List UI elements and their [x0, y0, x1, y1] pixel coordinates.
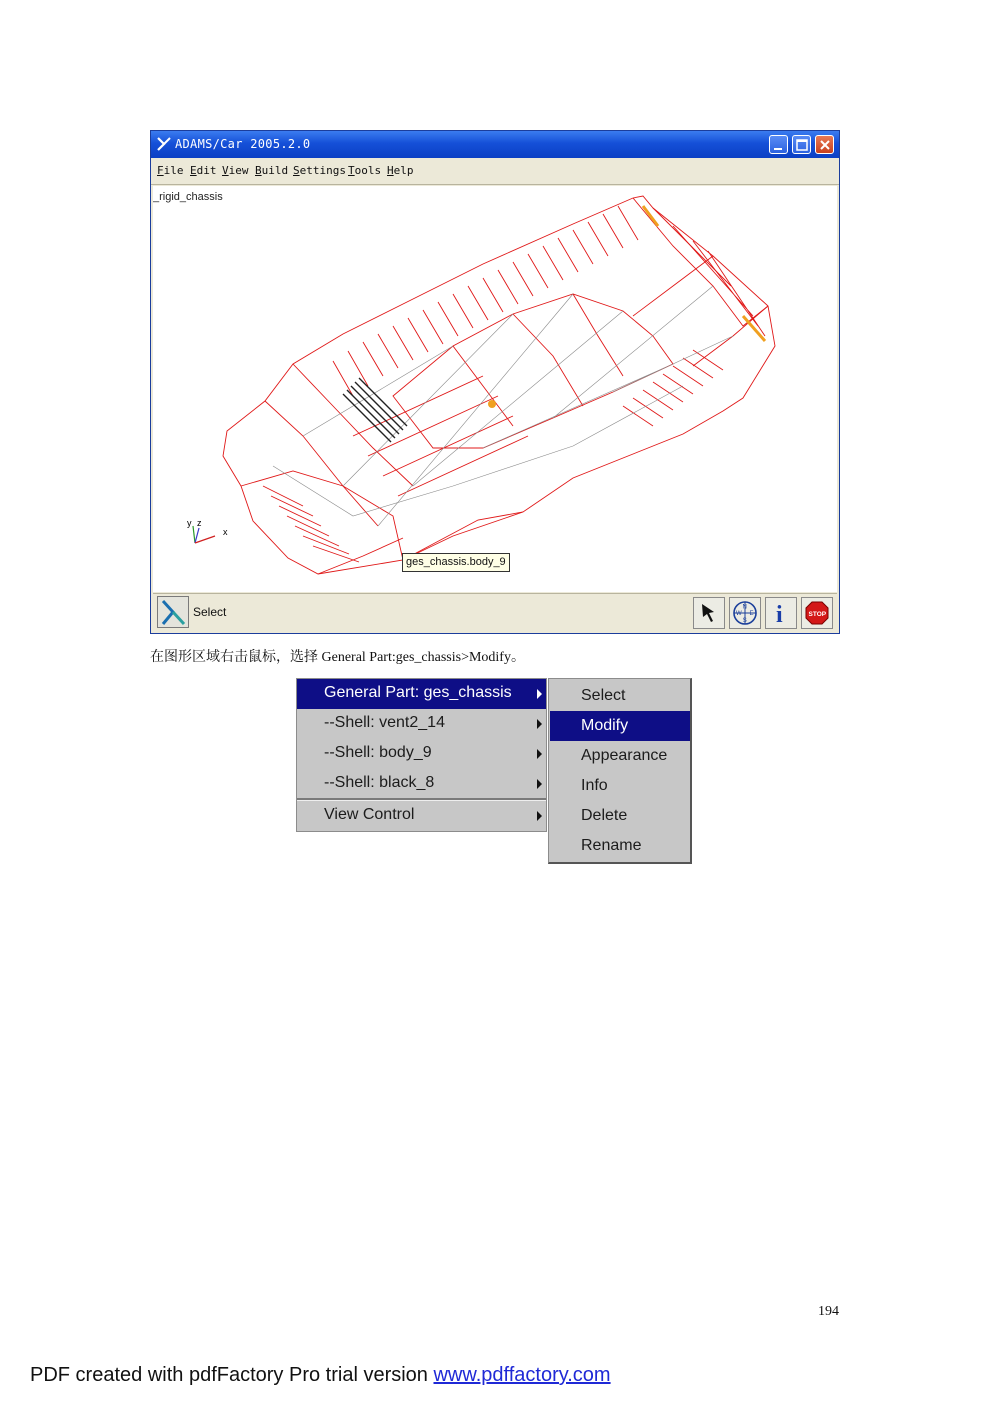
submenu-item-label: Select	[581, 687, 626, 704]
menu-view[interactable]: View	[222, 164, 249, 177]
stop-button[interactable]	[801, 597, 833, 629]
menu-item-label: General Part: ges_chassis	[324, 684, 512, 701]
compass-icon	[730, 598, 760, 628]
status-bar	[153, 593, 837, 632]
menu-item-view-control[interactable]	[297, 801, 546, 831]
page-number: 194	[818, 1304, 839, 1319]
menu-settings[interactable]: Settings	[293, 164, 346, 177]
menu-bar	[151, 158, 839, 185]
submenu-item-label: Modify	[581, 717, 629, 734]
submenu-item-select[interactable]	[550, 681, 690, 711]
menu-file[interactable]: File	[157, 164, 184, 177]
submenu-item-rename[interactable]	[550, 831, 690, 861]
context-menu	[296, 678, 547, 832]
menu-help[interactable]: Help	[387, 164, 414, 177]
close-icon	[816, 136, 835, 155]
svg-text:STOP: STOP	[808, 611, 827, 618]
pdf-note-text: PDF created with pdfFactory Pro trial version	[30, 1364, 434, 1386]
view-orientation-button[interactable]	[729, 597, 761, 629]
window-title: ADAMS/Car 2005.2.0	[175, 137, 311, 151]
submenu-item-appearance[interactable]	[550, 741, 690, 771]
svg-text:i: i	[776, 602, 783, 628]
axis-y-label: y	[187, 518, 192, 528]
menu-edit[interactable]: Edit	[190, 164, 217, 177]
submenu-arrow-icon	[537, 719, 542, 729]
submenu-arrow-icon	[537, 749, 542, 759]
title-bar[interactable]	[151, 131, 839, 158]
figure-caption: 在图形区域右击鼠标，选择 General Part:ges_chassis>Modify。	[150, 650, 525, 665]
model-name-label: _rigid_chassis	[153, 191, 223, 203]
info-icon	[766, 598, 796, 628]
minimize-icon	[770, 136, 789, 155]
submenu-item-modify[interactable]	[550, 711, 690, 741]
submenu-item-label: Appearance	[581, 747, 668, 764]
maximize-icon	[793, 136, 812, 155]
info-button[interactable]	[765, 597, 797, 629]
submenu-item-info[interactable]	[550, 771, 690, 801]
select-mode-icon[interactable]	[157, 596, 189, 628]
adams-car-window	[150, 130, 840, 634]
status-text: Select	[193, 605, 227, 619]
car-body-wireframe[interactable]	[153, 186, 837, 592]
menu-item-shell-body[interactable]	[297, 739, 546, 769]
submenu-item-label: Rename	[581, 837, 642, 854]
axis-z-label: z	[197, 518, 202, 528]
close-button[interactable]	[815, 135, 834, 154]
pdf-creator-note	[30, 1364, 611, 1387]
menu-item-label: --Shell: black_8	[324, 774, 435, 791]
submenu-arrow-icon	[537, 779, 542, 789]
compass-e: E	[749, 611, 754, 617]
maximize-button[interactable]	[792, 135, 811, 154]
compass-n: N	[742, 604, 747, 611]
cursor-arrow-icon	[694, 598, 724, 628]
pdffactory-link[interactable]: www.pdffactory.com	[433, 1364, 611, 1386]
axis-x-label: x	[223, 527, 228, 537]
graphics-viewport[interactable]	[153, 186, 837, 592]
menu-item-general-part[interactable]	[297, 679, 546, 709]
menu-tools[interactable]: Tools	[348, 164, 382, 177]
adams-app-icon	[156, 136, 172, 152]
menu-item-label: View Control	[324, 806, 415, 823]
compass-w: W	[736, 611, 742, 617]
select-arrow-button[interactable]	[693, 597, 725, 629]
menu-item-label: --Shell: vent2_14	[324, 714, 445, 731]
submenu-arrow-icon	[537, 811, 542, 821]
axis-triad	[187, 518, 228, 543]
part-tooltip: ges_chassis.body_9	[402, 553, 510, 572]
compass-s: S	[742, 618, 747, 624]
cg-marker[interactable]	[488, 400, 496, 408]
submenu-arrow-icon	[537, 689, 542, 699]
part-submenu	[548, 678, 692, 864]
stop-sign-icon	[802, 598, 832, 628]
menu-build[interactable]: Build	[255, 164, 289, 177]
menu-item-shell-vent2[interactable]	[297, 709, 546, 739]
menu-item-label: --Shell: body_9	[324, 744, 432, 761]
submenu-item-label: Info	[581, 777, 608, 794]
submenu-item-label: Delete	[581, 807, 628, 824]
menu-item-shell-black[interactable]	[297, 769, 546, 799]
minimize-button[interactable]	[769, 135, 788, 154]
submenu-item-delete[interactable]	[550, 801, 690, 831]
